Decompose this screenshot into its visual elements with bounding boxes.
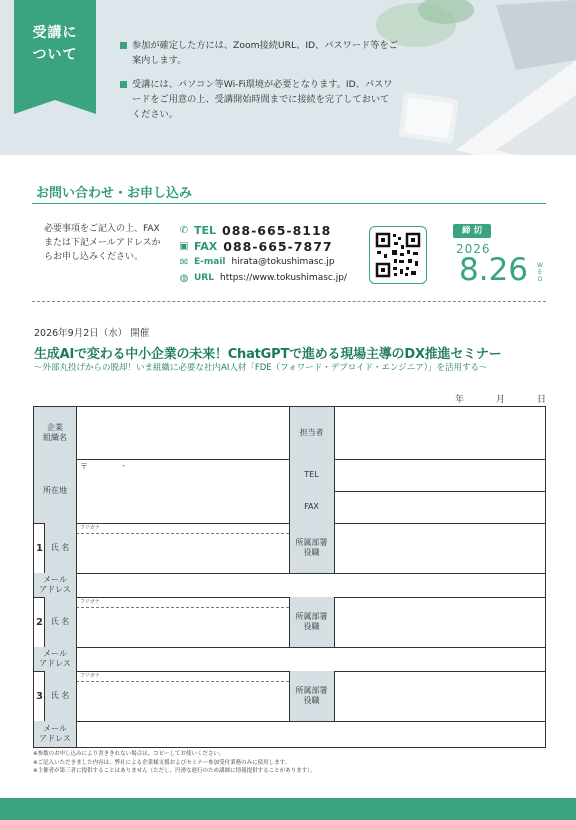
col-line	[334, 597, 335, 647]
contact-title: お問い合わせ・お申し込み	[36, 186, 193, 201]
mail-field[interactable]	[76, 721, 545, 747]
postal-dash: -	[122, 461, 125, 470]
contact-email[interactable]	[178, 254, 378, 270]
weekday-letter: W	[537, 262, 543, 269]
email-address: hirata@tokushimasc.jp	[231, 257, 335, 267]
col-line	[76, 407, 77, 523]
deadline-tag: 締 切	[453, 224, 491, 238]
event-title: 生成AIで変わる中小企業の未来！ChatGPTで進める現場主導のDX推進セミナー	[34, 347, 502, 362]
address-label: 所在地	[34, 459, 76, 523]
furigana-label: フリガナ	[80, 525, 100, 531]
application-form	[33, 406, 546, 748]
qr-code-graphic	[370, 227, 426, 283]
furigana-divider	[76, 533, 289, 534]
day-label: 日	[537, 395, 547, 405]
notice-item	[118, 38, 398, 68]
dept-label: 所属部署 役職	[289, 523, 334, 573]
dept-label: 所属部署 役職	[289, 597, 334, 647]
name-field[interactable]	[76, 597, 289, 647]
contact-lines	[178, 222, 378, 286]
col-line	[76, 523, 77, 597]
notice-badge-tail	[14, 100, 96, 114]
mail-label: メール アドレス	[34, 647, 76, 671]
notice-badge-text	[14, 22, 96, 66]
bullet-square-icon	[120, 42, 127, 49]
deadline-date: 8.26	[459, 252, 529, 288]
bullet-square-icon	[120, 81, 127, 88]
furigana-label: フリガナ	[80, 673, 100, 679]
col-line	[334, 671, 335, 721]
name-label: 氏 名	[44, 671, 76, 721]
dept-label: 所属部署 役職	[289, 671, 334, 721]
col-line	[44, 523, 45, 573]
person-in-charge-field[interactable]	[334, 407, 545, 459]
attendee-number: 2	[36, 617, 43, 628]
contact-description: 必要事項をご記入の上、FAXまたは下記メールアドレスからお申し込みください。	[44, 224, 161, 262]
url-link: https://www.tokushimasc.jp/	[219, 273, 347, 283]
notice-section	[0, 0, 576, 155]
name-label: 氏 名	[44, 597, 76, 647]
contact-tel[interactable]	[178, 222, 378, 238]
footnote: ※主催者が第三者に提供することはありません（ただし、円滑な進行のため講師に情報提供することがあります）。	[33, 768, 316, 774]
fax-field-label: FAX	[289, 491, 334, 523]
footer-bar	[0, 798, 576, 820]
dept-field[interactable]	[334, 597, 545, 647]
notice-item-text: 受講には、パソコン等Wi-Fi環境が必要となります。ID、パスワードをご用意の上、受講開始時間までに接続を完了しておいてください。	[132, 79, 393, 120]
furigana-label: フリガナ	[80, 599, 100, 605]
col-line	[334, 523, 335, 573]
globe-icon: ◍	[179, 272, 189, 284]
email-label: E-mail	[194, 257, 226, 267]
notice-item	[118, 77, 398, 122]
col-line	[289, 671, 290, 721]
dashed-separator	[32, 301, 546, 302]
event-date: 2026年9月2日（水） 開催	[34, 328, 150, 339]
fax-label: FAX	[194, 239, 218, 253]
col-line	[44, 597, 45, 647]
deadline-year: 2026	[456, 242, 491, 256]
dept-field[interactable]	[334, 671, 545, 721]
attendee-number: 3	[36, 691, 43, 702]
name-field[interactable]	[76, 671, 289, 721]
event-subtitle: ～外部丸投げからの脱却！いま組織に必要な社内AI人材「FDE（フォワード・デプロイド・エンジニア）」を活用する～	[34, 363, 488, 373]
notice-item-text: 参加が確定した方には、Zoom接続URL、ID、パスワード等をご案内します。	[132, 40, 398, 66]
postal-mark: 〒	[80, 462, 88, 471]
tel-field[interactable]	[334, 459, 545, 491]
badge-line-1: 受講に	[32, 25, 78, 41]
mail-label: メール アドレス	[34, 721, 76, 747]
col-line	[44, 671, 45, 721]
furigana-divider	[76, 681, 289, 682]
footnotes	[33, 750, 553, 776]
col-line	[76, 671, 77, 747]
mail-field[interactable]	[76, 647, 545, 671]
attendee-number: 1	[36, 543, 43, 554]
fax-field[interactable]	[334, 491, 545, 523]
footnote: ※参数のお申し込みにより書ききれない場合は、コピーしてお使いください。	[33, 751, 225, 757]
qr-code-icon[interactable]	[369, 226, 427, 284]
fax-number: 088-665-7877	[223, 238, 333, 254]
person-in-charge-label: 担当者	[289, 407, 334, 459]
company-label: 企業 組織名	[34, 407, 76, 459]
col-line	[289, 523, 290, 573]
tel-label: TEL	[194, 223, 217, 237]
footnote: ※ご記入いただきました内容は、弊社による企業様支援およびセミナー参加受付業務のみに使用します。	[33, 759, 291, 766]
name-label: 氏 名	[44, 523, 76, 573]
col-line	[289, 407, 290, 523]
dept-field[interactable]	[334, 523, 545, 573]
deadline-weekday	[536, 262, 544, 283]
tel-field-label: TEL	[289, 459, 334, 491]
mail-field[interactable]	[76, 573, 545, 597]
weekday-letter: D	[537, 276, 543, 283]
badge-line-2: ついて	[32, 47, 78, 63]
mail-label: メール アドレス	[34, 573, 76, 597]
mail-icon: ✉	[179, 256, 189, 268]
col-line	[289, 597, 290, 647]
col-line	[76, 597, 77, 671]
contact-url[interactable]	[178, 270, 378, 286]
phone-icon: ✆	[179, 224, 189, 236]
col-line	[334, 407, 335, 523]
furigana-divider	[76, 607, 289, 608]
tel-number: 088-665-8118	[222, 222, 332, 238]
address-field[interactable]	[76, 459, 289, 523]
notice-list	[118, 38, 398, 131]
fax-icon: ▣	[179, 240, 189, 252]
contact-fax[interactable]	[178, 238, 378, 254]
name-field[interactable]	[76, 523, 289, 573]
company-field[interactable]	[76, 407, 289, 459]
month-label: 月	[496, 395, 506, 405]
year-label: 年	[455, 395, 465, 405]
contact-divider	[32, 203, 546, 204]
url-label: URL	[194, 273, 214, 283]
weekday-letter: E	[538, 269, 542, 276]
